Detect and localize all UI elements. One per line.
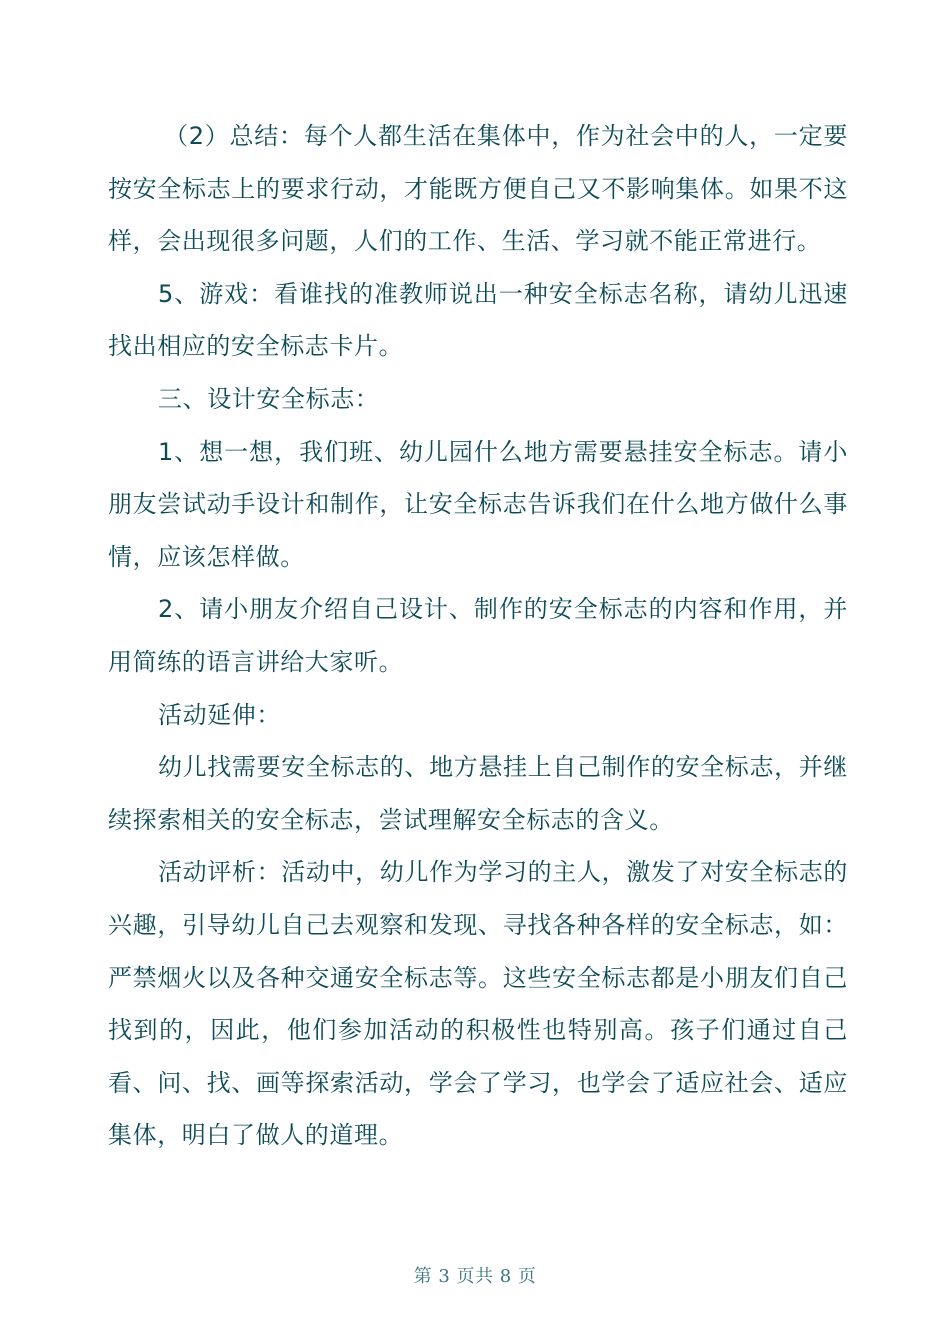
paragraph-extension: 幼儿找需要安全标志的、地方悬挂上自己制作的安全标志，并继续探索相关的安全标志，尝试理解安全标志的含义。 xyxy=(108,753,848,834)
paragraph-think: 1、想一想，我们班、幼儿园什么地方需要悬挂安全标志。请小朋友尝试动手设计和制作，让安全标志告诉我们在什么地方做什么事情，应该怎样做。 xyxy=(108,437,848,571)
page-number-footer: 第 3 页共 8 页 xyxy=(413,1266,537,1287)
section-heading-extension: 活动延伸： xyxy=(158,700,281,729)
paragraph-introduce: 2、请小朋友介绍自己设计、制作的安全标志的内容和作用，并用简练的语言讲给大家听。 xyxy=(108,595,848,676)
paragraph-evaluation: 活动评析：活动中，幼儿作为学习的主人，激发了对安全标志的兴趣，引导幼儿自己去观察和发现、寻找各种各样的安全标志，如：严禁烟火以及各种交通安全标志等。这些安全标志都是小朋友们自己找到的，因此，他们参加活动的积极性也特别高。孩子们通过自己看、问、找、画等探索活动，学会了学习，也学会了适应社会、适应集体，明白了做人的道理。 xyxy=(108,858,848,1150)
document-body xyxy=(108,110,848,1162)
section-heading-design: 三、设计安全标志： xyxy=(158,384,380,413)
paragraph-game: 5、游戏：看谁找的准教师说出一种安全标志名称，请幼儿迅速找出相应的安全标志卡片。 xyxy=(108,279,848,361)
paragraph-summary: （2）总结：每个人都生活在集体中，作为社会中的人，一定要按安全标志上的要求行动，才能既方便自己又不影响集体。如果不这样，会出现很多问题，人们的工作、生活、学习就不能正常进行。 xyxy=(108,122,848,256)
